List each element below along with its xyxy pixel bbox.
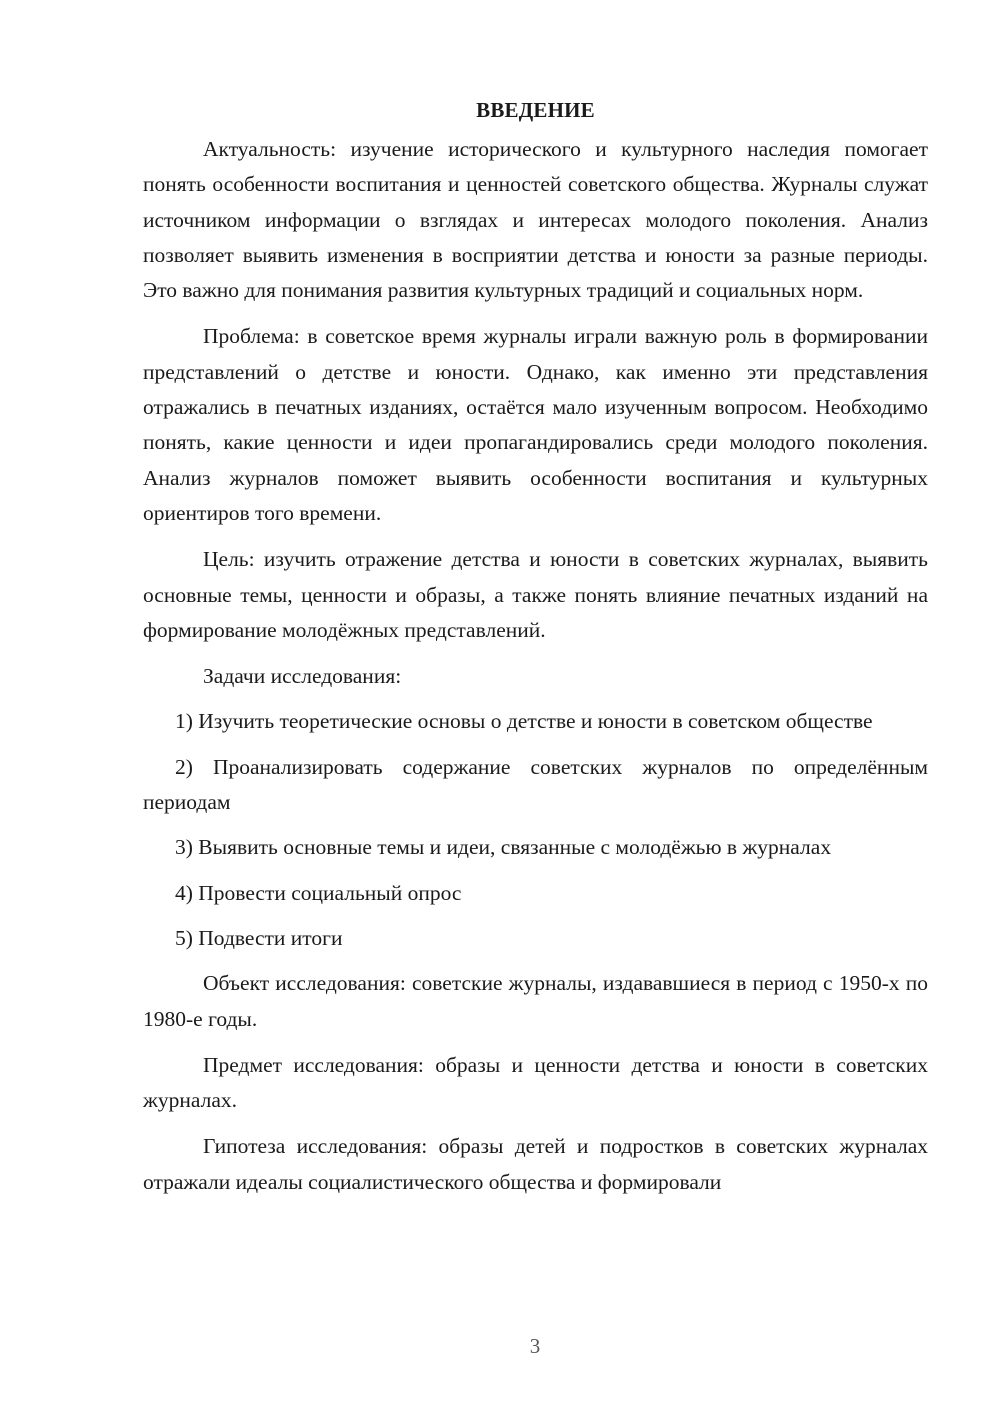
task-item: 4) Провести социальный опрос [175,880,462,905]
page-title: ВВЕДЕНИЕ [476,98,595,122]
goal-paragraph: Цель: изучить отражение детства и юности в советских журналах, выявить основные темы, ценности и образы, а также понять влияние печатных изданий на формирование молодёжных представлений. [143,547,928,642]
task-item: 2) Проанализировать содержание советских журналов по определённым периодам [143,754,928,815]
relevance-paragraph: Актуальность: изучение исторического и культурного наследия помогает понять особенности воспитания и ценностей советского общества. Журналы служат источником информации о взглядах и интересах молодого поколения. Анализ позволяет выявить изменения в восприятии детства и юности за разные периоды. Это важно для понимания развития культурных традиций и социальных норм. [143,137,928,303]
document-page [143,92,928,1200]
hypothesis-paragraph: Гипотеза исследования: образы детей и подростков в советских журналах отражали идеалы социалистического общества и формировали [143,1134,928,1194]
page-number: 3 [529,1334,541,1358]
task-item: 1) Изучить теоретические основы о детстве и юности в советском обществе [175,709,873,734]
task-item: 5) Подвести итоги [175,925,343,950]
tasks-heading: Задачи исследования: [203,664,402,689]
problem-paragraph: Проблема: в советское время журналы играли важную роль в формировании представлений о детстве и юности. Однако, как именно эти представления отражались в печатных изданиях, остаётся мало изученным вопросом. Необходимо понять, какие ценности и идеи пропагандировались среди молодого поколения. Анализ журналов поможет выявить особенности воспитания и культурных ориентиров того времени. [143,324,928,525]
object-paragraph: Объект исследования: советские журналы, издававшиеся в период с 1950-х по 1980-е годы. [143,971,928,1031]
task-item: 3) Выявить основные темы и идеи, связанные с молодёжью в журналах [175,835,832,860]
subject-paragraph: Предмет исследования: образы и ценности детства и юности в советских журналах. [143,1052,928,1113]
